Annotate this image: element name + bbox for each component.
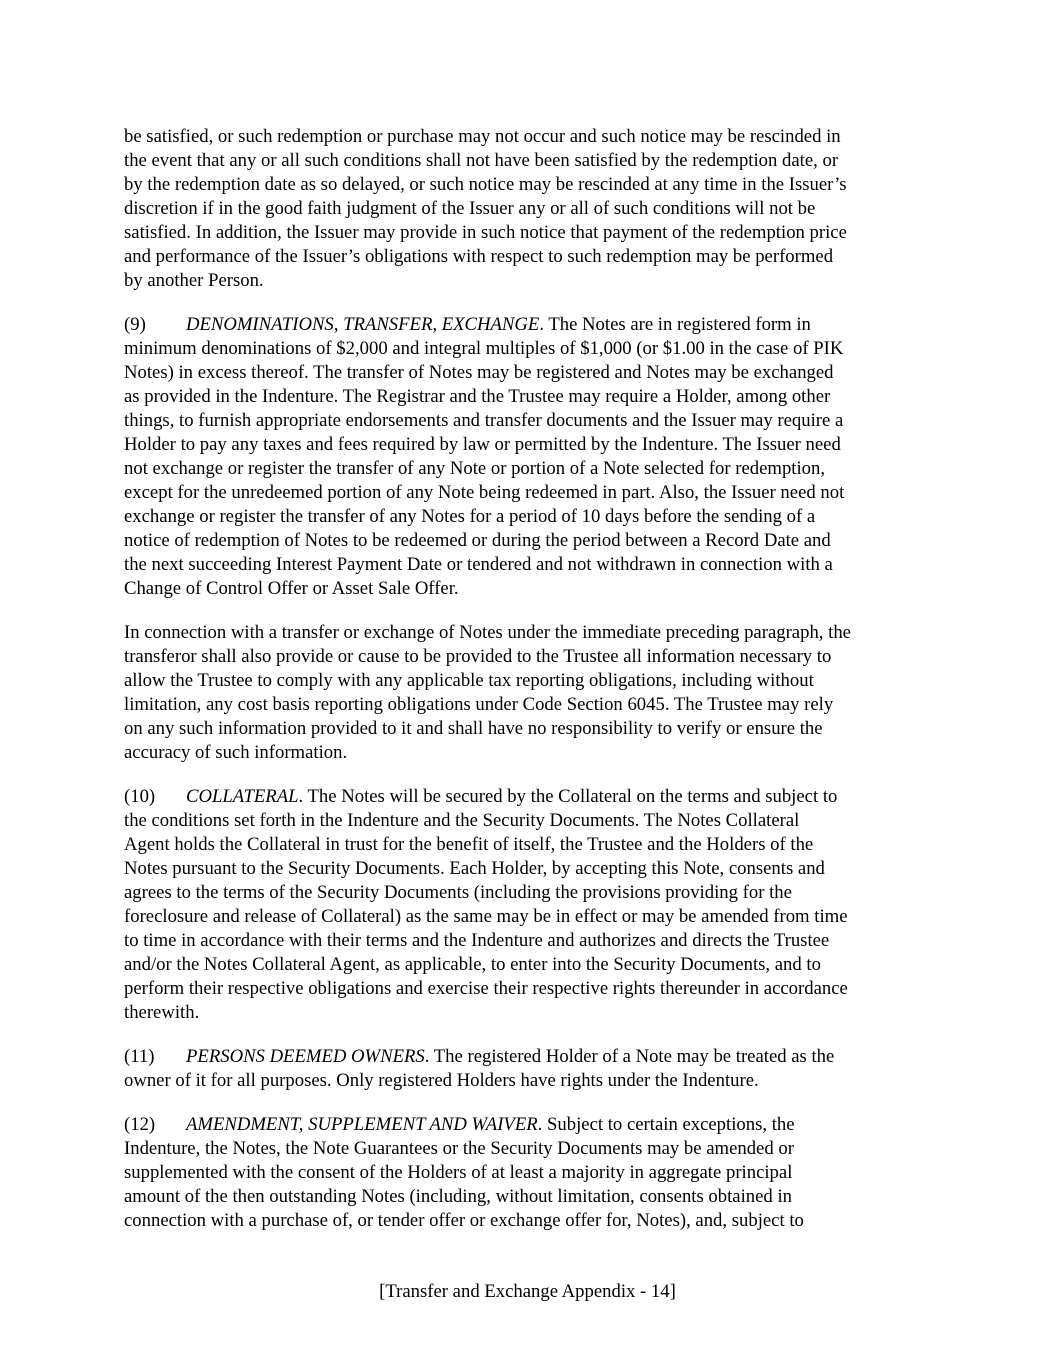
text-line: connection with a purchase of, or tender offer or exchange offer for, Notes), and, subject to — [124, 1210, 804, 1231]
section-10-collateral — [124, 785, 936, 1025]
text-line: Indenture, the Notes, the Note Guarantees or the Security Documents may be amended or — [124, 1138, 794, 1159]
text-line: foreclosure and release of Collateral) as the same may be in effect or may be amended from time — [124, 906, 848, 927]
page-footer: [Transfer and Exchange Appendix - 14] — [379, 1281, 676, 1302]
text-line: Agent holds the Collateral in trust for the benefit of itself, the Trustee and the Holders of the — [124, 834, 814, 855]
text-line: Change of Control Offer or Asset Sale Offer. — [124, 578, 459, 599]
text-line: except for the unredeemed portion of any Note being redeemed in part. Also, the Issuer need not — [124, 482, 845, 503]
text-line: allow the Trustee to comply with any applicable tax reporting obligations, including without — [124, 670, 814, 691]
text-line: In connection with a transfer or exchange of Notes under the immediate preceding paragraph, the — [124, 622, 851, 643]
text-line: the conditions set forth in the Indenture and the Security Documents. The Notes Collateral — [124, 810, 800, 831]
text-line: be satisfied, or such redemption or purchase may not occur and such notice may be rescinded in — [124, 126, 841, 147]
text-line: Notes pursuant to the Security Documents. Each Holder, by accepting this Note, consents and — [124, 858, 825, 879]
section-first-line-text: . Subject to certain exceptions, the — [537, 1114, 795, 1135]
section-heading: AMENDMENT, SUPPLEMENT AND WAIVER — [186, 1114, 538, 1135]
text-line: transferor shall also provide or cause to be provided to the Trustee all information necessary to — [124, 646, 832, 667]
section-heading: COLLATERAL — [186, 786, 299, 807]
text-line: and performance of the Issuer’s obligations with respect to such redemption may be performed — [124, 246, 834, 267]
section-first-line-text: . The Notes are in registered form in — [539, 314, 811, 335]
text-line: things, to furnish appropriate endorsements and transfer documents and the Issuer may require a — [124, 410, 844, 431]
text-line: exchange or register the transfer of any Notes for a period of 10 days before the sending of a — [124, 506, 816, 527]
text-line: supplemented with the consent of the Holders of at least a majority in aggregate principal — [124, 1162, 793, 1183]
text-line: Holder to pay any taxes and fees required by law or permitted by the Indenture. The Issuer need — [124, 434, 841, 455]
section-first-line — [124, 313, 936, 337]
section-number: (12) — [124, 1114, 156, 1135]
text-line: notice of redemption of Notes to be redeemed or during the period between a Record Date and — [124, 530, 831, 551]
text-line: not exchange or register the transfer of any Note or portion of a Note selected for redemption, — [124, 458, 826, 479]
text-line: perform their respective obligations and exercise their respective rights thereunder in accordance — [124, 978, 848, 999]
text-line: discretion if in the good faith judgment of the Issuer any or all of such conditions will not be — [124, 198, 816, 219]
text-line: by another Person. — [124, 270, 264, 291]
section-number: (9) — [124, 314, 146, 335]
text-line: to time in accordance with their terms and the Indenture and authorizes and directs the Trustee — [124, 930, 830, 951]
text-line: accuracy of such information. — [124, 742, 348, 763]
text-line: on any such information provided to it and shall have no responsibility to verify or ensure the — [124, 718, 823, 739]
section-9-denominations — [124, 313, 936, 601]
section-heading: DENOMINATIONS, TRANSFER, EXCHANGE — [186, 314, 540, 335]
text-line: satisfied. In addition, the Issuer may provide in such notice that payment of the redemption price — [124, 222, 847, 243]
text-line: Notes) in excess thereof. The transfer of Notes may be registered and Notes may be exchanged — [124, 362, 834, 383]
paragraph-transfer-information — [124, 621, 936, 765]
text-line: limitation, any cost basis reporting obligations under Code Section 6045. The Trustee may rely — [124, 694, 834, 715]
document-page — [124, 125, 936, 1253]
section-heading: PERSONS DEEMED OWNERS — [186, 1046, 425, 1067]
text-line: amount of the then outstanding Notes (including, without limitation, consents obtained in — [124, 1186, 792, 1207]
section-first-line-text: . The registered Holder of a Note may be treated as the — [424, 1046, 835, 1067]
paragraph-redemption-continued — [124, 125, 936, 293]
section-first-line — [124, 1045, 936, 1069]
text-line: owner of it for all purposes. Only registered Holders have rights under the Indenture. — [124, 1070, 759, 1091]
text-line: minimum denominations of $2,000 and integral multiples of $1,000 (or $1.00 in the case of PIK — [124, 338, 844, 359]
text-line: and/or the Notes Collateral Agent, as applicable, to enter into the Security Documents, and to — [124, 954, 821, 975]
text-line: the event that any or all such conditions shall not have been satisfied by the redemption date, or — [124, 150, 839, 171]
section-number: (10) — [124, 786, 156, 807]
text-line: agrees to the terms of the Security Documents (including the provisions providing for the — [124, 882, 792, 903]
text-line: therewith. — [124, 1002, 200, 1023]
text-line: as provided in the Indenture. The Registrar and the Trustee may require a Holder, among other — [124, 386, 831, 407]
section-first-line — [124, 1113, 936, 1137]
section-first-line-text: . The Notes will be secured by the Collateral on the terms and subject to — [298, 786, 838, 807]
section-11-persons-deemed-owners — [124, 1045, 936, 1093]
text-line: by the redemption date as so delayed, or such notice may be rescinded at any time in the Issuer’s — [124, 174, 847, 195]
text-line: the next succeeding Interest Payment Date or tendered and not withdrawn in connection with a — [124, 554, 833, 575]
section-number: (11) — [124, 1046, 155, 1067]
section-first-line — [124, 785, 936, 809]
section-12-amendment — [124, 1113, 936, 1233]
